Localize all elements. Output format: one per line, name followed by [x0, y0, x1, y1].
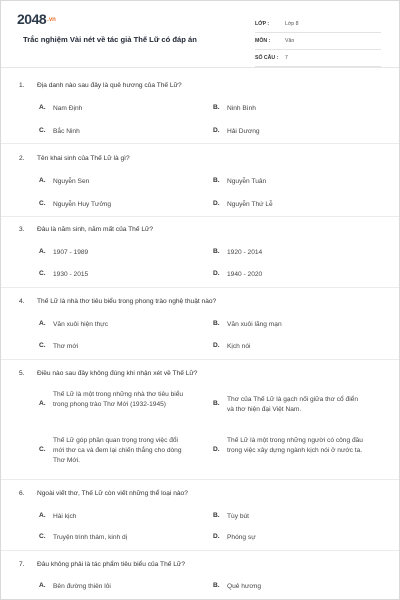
option-letter: B.	[213, 320, 220, 327]
option-letter: C.	[39, 342, 46, 349]
question-number: 6.	[19, 490, 25, 497]
option-letter: C.	[39, 127, 46, 134]
option-text: Ninh Bình	[227, 105, 256, 112]
question-label: Đâu là năm sinh, năm mất của Thế Lữ?	[37, 226, 154, 233]
question-divider	[1, 479, 399, 480]
question-text	[19, 226, 153, 233]
option-text: Hài kịch	[53, 513, 77, 520]
option-text: 1920 - 2014	[227, 249, 263, 256]
question-text	[19, 82, 182, 89]
option-text: Hải Dương	[227, 128, 260, 135]
option-text: Quê hương	[227, 583, 262, 590]
option-text: Bắc Ninh	[53, 128, 80, 135]
option-letter: A.	[39, 582, 46, 589]
meta-label: SỐ CÂU :	[255, 55, 279, 61]
option-text: 1930 - 2015	[53, 271, 89, 278]
option-letter: A.	[39, 400, 46, 407]
meta-label: LỚP :	[255, 21, 270, 27]
option-letter: A.	[39, 248, 46, 255]
question-label: Đâu không phải là tác phẩm tiêu biểu của Thế Lữ?	[37, 561, 185, 568]
question-label: Địa danh nào sau đây là quê hương của Thế Lữ?	[37, 82, 182, 89]
question-divider	[1, 143, 399, 144]
quiz-page	[1, 1, 399, 599]
question-number: 2.	[19, 155, 25, 162]
option-letter: A.	[39, 320, 46, 327]
logo-number: 2048	[17, 11, 47, 27]
meta-label: MÔN :	[255, 38, 271, 44]
option-text: Thế Lữ là một trong những nhà thơ tiêu biểu trong phong trào Thơ Mới (1932-1945)	[53, 391, 184, 408]
option-letter: D.	[213, 533, 220, 540]
option-letter: A.	[39, 512, 46, 519]
option-letter: D.	[213, 200, 220, 207]
option-text: Nam Định	[53, 105, 83, 112]
question-number: 4.	[19, 298, 25, 305]
question-text	[19, 561, 185, 568]
option-text: Tùy bút	[227, 513, 249, 520]
option-letter: B.	[213, 512, 220, 519]
meta-grade	[255, 16, 381, 33]
option-letter: C.	[39, 533, 46, 540]
option-letter: C.	[39, 446, 46, 453]
option-text: Nguyễn Tuân	[227, 178, 267, 185]
option-text: Thế Lữ là một trong những người có công đầu trong việc xây dựng ngành kịch nói ở nước ta.	[227, 437, 363, 454]
meta-value: 7	[285, 55, 288, 61]
question-divider	[1, 550, 399, 551]
header-divider	[1, 67, 399, 68]
question-number: 7.	[19, 561, 25, 568]
option-letter: B.	[213, 582, 220, 589]
quiz-meta	[255, 16, 381, 67]
option-text: Nguyễn Thứ Lễ	[227, 201, 273, 208]
option-letter: B.	[213, 104, 220, 111]
option-letter: D.	[213, 127, 220, 134]
option-text: Thế Lữ góp phần quan trọng trong việc đổi mới thơ ca và đem lại chiến thắng cho dòng Thơ Mới.	[53, 437, 182, 464]
question-divider	[1, 287, 399, 288]
site-logo[interactable]	[17, 11, 56, 27]
option-text: Văn xuôi hiện thực	[53, 321, 109, 328]
question-label: Điều nào sau đây không đúng khi nhận xét về Thế Lữ?	[37, 370, 198, 377]
question-number: 5.	[19, 370, 25, 377]
option-letter: C.	[39, 200, 46, 207]
option-letter: B.	[213, 177, 220, 184]
option-letter: A.	[39, 104, 46, 111]
option-letter: B.	[213, 400, 220, 407]
question-number: 3.	[19, 226, 25, 233]
option-text: 1907 - 1989	[53, 249, 89, 256]
option-text: Nguyễn Huy Tưởng	[53, 201, 112, 208]
question-label: Tên khai sinh của Thế Lữ là gì?	[37, 155, 130, 162]
option-text: 1940 - 2020	[227, 271, 263, 278]
logo-domain: .vn	[47, 17, 56, 24]
option-text: Kịch nói	[227, 343, 251, 350]
question-divider	[1, 216, 399, 217]
option-letter: D.	[213, 270, 220, 277]
question-label: Thế Lữ là nhà thơ tiêu biểu trong phong trào nghệ thuật nào?	[37, 298, 217, 305]
option-letter: C.	[39, 270, 46, 277]
option-text: Thơ mới	[53, 343, 79, 350]
question-text	[19, 370, 197, 377]
option-text: Truyện trinh thám, kinh dị	[53, 534, 128, 541]
meta-value: Lớp 8	[285, 21, 299, 27]
option-text: Thơ của Thế Lữ là gạch nối giữa thơ cổ điển và thơ hiện đại Việt Nam.	[227, 396, 358, 413]
meta-value: Văn	[285, 38, 295, 44]
question-number: 1.	[19, 82, 25, 89]
question-text	[19, 490, 188, 497]
meta-subject	[255, 33, 381, 50]
question-text	[19, 298, 216, 305]
question-text	[19, 155, 130, 162]
meta-count	[255, 50, 381, 67]
option-letter: D.	[213, 342, 220, 349]
option-letter: D.	[213, 446, 220, 453]
option-letter: A.	[39, 177, 46, 184]
option-letter: B.	[213, 248, 220, 255]
question-label: Ngoài viết thơ, Thế Lữ còn viết những thể loại nào?	[37, 490, 188, 497]
option-text: Phóng sự	[227, 534, 256, 541]
option-text: Nguyễn Sen	[53, 178, 90, 185]
option-text: Bên đường thiên lôi	[53, 583, 111, 590]
option-text: Văn xuôi lãng mạn	[227, 321, 282, 328]
question-divider	[1, 359, 399, 360]
page-header	[1, 1, 399, 63]
page-title: Trắc nghiệm Vài nét về tác giả Thế Lữ có đáp án	[23, 35, 197, 44]
